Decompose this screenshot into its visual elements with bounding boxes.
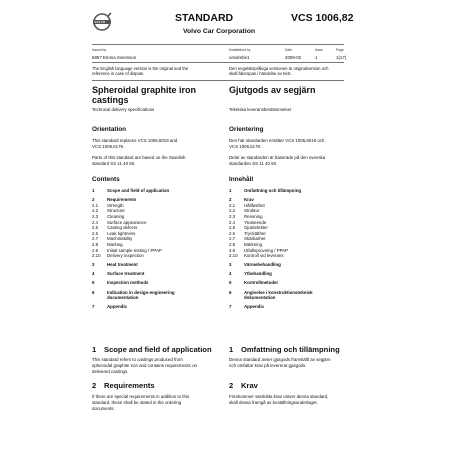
section-2-text: If there are special requirements in addition to this <box>92 394 190 399</box>
section-title: Omfattning och tillämpning <box>241 345 340 354</box>
section-2-text-sv: Förekommer särskilda krav utöver denna standard, <box>229 394 329 399</box>
meta-divider <box>92 62 344 63</box>
corporation-name: Volvo Car Corporation <box>183 28 256 35</box>
orientation-heading: Orientation <box>92 126 127 133</box>
section-1-text: spheroidal graphite iron and contains requirements on <box>92 363 197 368</box>
toc-number: 2.3 <box>92 213 99 219</box>
issue-value: 1 <box>315 55 318 60</box>
logo-text: VOLVO <box>94 20 106 24</box>
toc-number: 7 <box>229 304 232 310</box>
established-by-label: Established by <box>229 48 251 52</box>
toc-title: Cleaning <box>107 213 125 219</box>
section-1-text-sv: Denna standard avser gjutgods framställt av segjärn <box>229 357 331 362</box>
toc-title: Casting defects <box>107 225 138 231</box>
section-number: 2 <box>229 381 234 390</box>
orientation-text: This standard replaces VCS 1006,6019 and <box>92 138 178 143</box>
swedish-title: Gjutgods av segjärn <box>229 85 316 95</box>
toc-title: Strength <box>107 202 124 208</box>
page-value: 1(17) <box>336 55 347 60</box>
header-divider <box>92 44 344 45</box>
english-title-line1: Spheroidal graphite iron <box>92 85 197 95</box>
document-type: STANDARD <box>175 12 234 24</box>
orientering-text: Den här standarden ersätter VCS 1006,6019 och <box>229 138 325 143</box>
toc-number: 1 <box>92 188 95 193</box>
section-1-heading-sv <box>229 345 340 354</box>
toc-title: Machinability <box>107 236 133 242</box>
toc-title: Kontroll vid leverans <box>244 253 284 259</box>
toc-number: 2.8 <box>229 241 236 247</box>
orientering-text: Delar av standarden är baserade på den svenska <box>229 155 326 160</box>
issue-label: Issue <box>315 48 323 52</box>
section-title: Scope and field of application <box>104 345 212 354</box>
toc-title: Indication in design-engineering <box>107 289 175 295</box>
toc-number: 2.10 <box>92 253 101 259</box>
document-code: VCS 1006,82 <box>291 12 354 24</box>
toc-title: Rensning <box>244 213 263 219</box>
toc-title: Gjutdefekter <box>244 225 268 231</box>
toc-number: 2.3 <box>229 213 236 219</box>
toc-number: 5 <box>229 280 232 286</box>
toc-number: 3 <box>229 262 232 268</box>
toc-title: Märkning <box>244 241 263 247</box>
toc-title: Struktur <box>244 208 260 214</box>
toc-title: Utfallsprovning / PPAP <box>244 247 289 253</box>
notice-swedish: Den engelskspråkiga versionen är originalversion och skall åberopas i händelse av tvist. <box>229 66 329 76</box>
toc-title: Marking <box>107 241 123 247</box>
established-by-value: umalmbe1 <box>229 55 250 60</box>
date-label: Date <box>285 48 292 52</box>
toc-number: 2.7 <box>92 236 99 242</box>
toc-number: 2.6 <box>92 230 99 236</box>
toc-title: Surface treatment <box>107 271 145 277</box>
section-number: 2 <box>92 381 97 390</box>
toc-title: Krav <box>244 197 254 203</box>
toc-title: Scope and field of application <box>107 188 170 193</box>
toc-number: 4 <box>92 271 95 277</box>
toc-title: Angivelse i konstruktionsteknisk <box>244 289 313 295</box>
toc-number: 7 <box>92 304 95 310</box>
innehall-heading: Innehåll <box>229 176 254 183</box>
toc-number: 2.8 <box>92 241 99 247</box>
toc-number: 2.9 <box>229 247 236 253</box>
toc-title: Surface appearance <box>107 219 147 225</box>
toc-title: Hållfasthet <box>244 202 265 208</box>
toc-title: Ytbehandling <box>244 271 272 277</box>
section-number: 1 <box>92 345 97 354</box>
contents-heading: Contents <box>92 176 120 183</box>
toc-number: 4 <box>229 271 232 277</box>
orientering-text: VCS 1006,6179. <box>229 144 262 149</box>
section-2-text: documents. <box>92 406 115 411</box>
section-2-heading-sv <box>229 381 258 390</box>
toc-title: Appendix <box>244 304 265 310</box>
toc-number: 2.2 <box>92 208 99 214</box>
toc-number: 2.5 <box>92 225 99 231</box>
english-subtitle: Technical delivery specifications <box>92 107 155 112</box>
toc-number: 5 <box>92 280 95 286</box>
toc-title: Ytutseende <box>244 219 267 225</box>
toc-number: 2.2 <box>229 208 236 214</box>
toc-number: 6 <box>229 289 232 295</box>
toc-number: 2.7 <box>229 236 236 242</box>
orientation-text: VCS 1006,6179. <box>92 144 125 149</box>
toc-title: Appendix <box>107 304 128 310</box>
orientation-text: Parts of this standard are based on the Swedish <box>92 155 186 160</box>
toc-number: 2.1 <box>92 202 99 208</box>
english-title-line2: castings <box>92 95 129 105</box>
section-2-heading <box>92 381 155 390</box>
orientation-text: standard SS 11 40 60. <box>92 161 136 166</box>
toc-title: Inspection methods <box>107 280 149 286</box>
toc-number: 2.4 <box>92 219 99 225</box>
section-2-text: standard, these shall be stated in the ordering <box>92 400 182 405</box>
toc-title: Skärbarhet <box>244 236 266 242</box>
toc-title: Heat treatment <box>107 262 138 268</box>
toc-title: Initial sample testing / PPAP <box>107 247 162 253</box>
toc-title: documentation <box>107 295 139 301</box>
toc-title: Structure <box>107 208 125 214</box>
toc-title: Kontrollmetoder <box>244 280 279 286</box>
toc-number: 2.5 <box>229 225 236 231</box>
toc-number: 1 <box>229 188 232 193</box>
issued-by-value: 6857 Emma Svensson <box>92 55 137 60</box>
section-2-text-sv: skall dessa framgå av beställningsunderlaget. <box>229 400 318 405</box>
toc-number: 2.9 <box>92 247 99 253</box>
swedish-subtitle: Tekniska leveransbestämmelser <box>229 107 292 112</box>
orientering-heading: Orientering <box>229 126 264 133</box>
toc-number: 2.1 <box>229 202 236 208</box>
toc-title: dokumentation <box>244 295 276 301</box>
toc-title: Delivery inspection <box>107 253 144 259</box>
toc-number: 2 <box>229 197 232 203</box>
toc-title: Requirements <box>107 197 137 203</box>
toc-title: Omfattning och tillämpning <box>244 188 302 193</box>
section-1-text-sv: och omfattar krav på levererat gjutgods. <box>229 363 307 368</box>
toc-title: Värmebehandling <box>244 262 281 268</box>
toc-number: 3 <box>92 262 95 268</box>
section-1-heading <box>92 345 212 354</box>
toc-number: 6 <box>92 289 95 295</box>
date-value: 2008-02 <box>285 55 302 60</box>
toc-title: Leak tightness <box>107 230 136 236</box>
orientering-text: standarden SS 11 40 60. <box>229 161 278 166</box>
section-title: Requirements <box>104 381 155 390</box>
toc-number: 2.4 <box>229 219 236 225</box>
issued-by-label: Issued by <box>92 48 107 52</box>
toc-number: 2.10 <box>229 253 238 259</box>
volvo-logo <box>92 12 112 32</box>
section-number: 1 <box>229 345 234 354</box>
section-title: Krav <box>241 381 258 390</box>
section-1-text: delivered castings. <box>92 369 129 374</box>
notice-divider <box>92 80 344 81</box>
page-label: Page <box>336 48 344 52</box>
toc-number: 2.6 <box>229 230 236 236</box>
toc-number: 2 <box>92 197 95 203</box>
toc-title: Trycktäthet <box>244 230 266 236</box>
section-1-text: This standard refers to castings produced from <box>92 357 183 362</box>
notice-english: The English language version is the original and the reference in case of dispute. <box>92 66 189 76</box>
